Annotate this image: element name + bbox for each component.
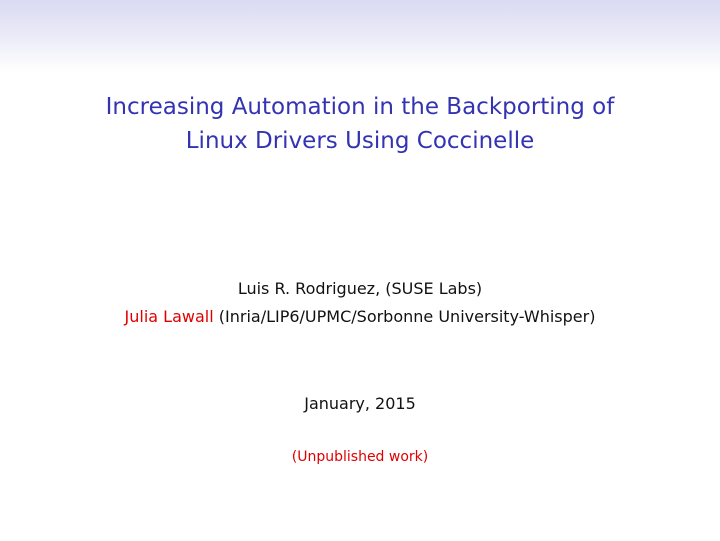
author-block bbox=[0, 275, 720, 331]
author-1: Luis R. Rodriguez, (SUSE Labs) bbox=[237, 279, 483, 298]
title-line-1: Increasing Automation in the Backporting of bbox=[105, 94, 615, 120]
unpublished-note: (Unpublished work) bbox=[291, 449, 429, 465]
header-gradient-band bbox=[0, 0, 720, 72]
author-2-affiliation: (Inria/LIP6/UPMC/Sorbonne University-Whisper) bbox=[213, 307, 596, 326]
title-line-2: Linux Drivers Using Coccinelle bbox=[185, 128, 535, 154]
slide-title bbox=[0, 90, 720, 158]
author-2 bbox=[0, 303, 720, 331]
presentation-date: January, 2015 bbox=[304, 394, 416, 413]
author-2-name: Julia Lawall bbox=[124, 307, 214, 326]
